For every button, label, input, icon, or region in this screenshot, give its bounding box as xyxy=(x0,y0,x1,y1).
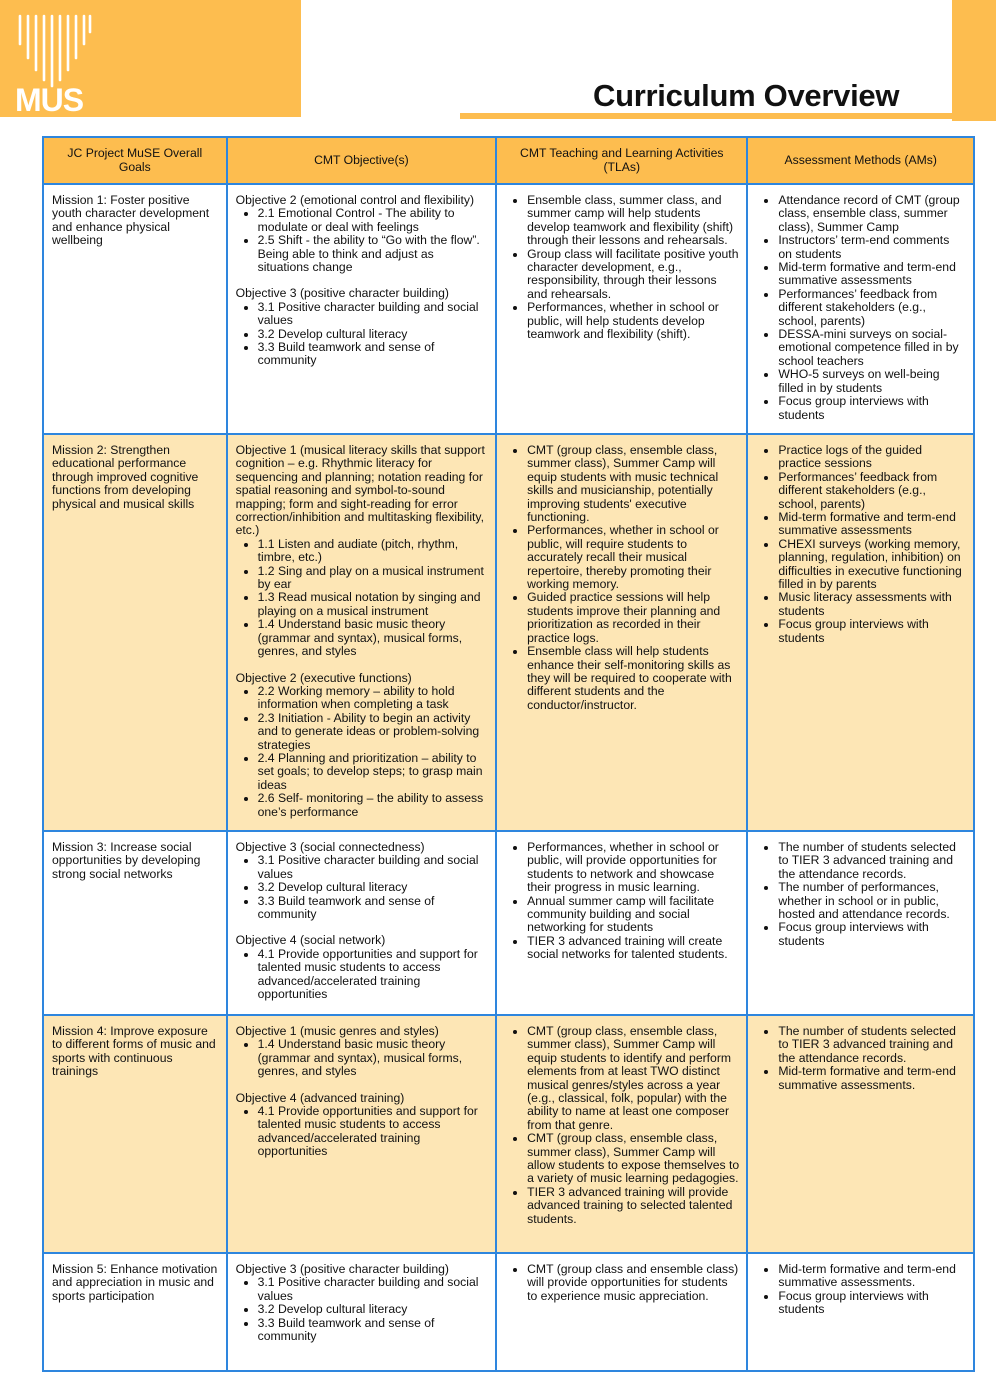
list-item: • 2.2 Working memory – ability to hold information when completing a task xyxy=(258,685,489,712)
curriculum-table xyxy=(42,136,975,1372)
list-item: • CHEXI surveys (working memory, planning, regulation, inhibition) on difficulties in executive functioning filled in by parents xyxy=(778,538,966,592)
table-row xyxy=(43,184,974,434)
list-item: • Performances, whether in school or public, will require students to accurately recall their musical repertoire, thereby promoting their working memory. xyxy=(527,524,739,591)
objective-block xyxy=(236,194,489,274)
list-item: • Practice logs of the guided practice sessions xyxy=(778,444,966,471)
tla-list xyxy=(505,1263,739,1303)
table-row xyxy=(43,1253,974,1371)
am-list xyxy=(756,194,966,422)
list-item: • Focus group interviews with students xyxy=(778,618,966,645)
list-item: • 3.1 Positive character building and social values xyxy=(258,301,489,328)
tla-list xyxy=(505,1025,739,1226)
list-item: • Ensemble class will help students enhance their self-monitoring skills as they will be required to cooperate with different students and the conductor/instructor. xyxy=(527,645,739,712)
am-cell xyxy=(747,1253,974,1371)
table-header-row xyxy=(43,137,974,184)
list-item: • 2.5 Shift - the ability to “Go with the flow”. Being able to think and adjust as situations change xyxy=(258,234,489,274)
objectives-cell xyxy=(227,831,497,1015)
objective-list xyxy=(236,301,489,368)
objective-title: Objective 2 (emotional control and flexibility) xyxy=(235,193,475,207)
page-title: Curriculum Overview xyxy=(593,78,900,113)
objective-block xyxy=(236,1092,489,1159)
list-item: • Focus group interviews with students xyxy=(778,395,966,422)
am-list xyxy=(756,1025,966,1092)
list-item: • 1.2 Sing and play on a musical instrument by ear xyxy=(258,565,489,592)
list-item: • Performances’ feedback from different stakeholders (e.g., school, parents) xyxy=(778,288,966,328)
objective-block xyxy=(236,444,489,659)
objective-title: Objective 1 (music genres and styles) xyxy=(235,1024,439,1038)
objective-list xyxy=(236,1038,489,1078)
list-item: • 4.1 Provide opportunities and support for talented music students to access advanced/accelerated training opportunities xyxy=(258,1105,489,1159)
decorative-bar xyxy=(952,0,996,121)
objective-list xyxy=(236,1105,489,1159)
list-item: • The number of performances, whether in school or in public, hosted and attendance records. xyxy=(778,881,966,921)
list-item: • 4.1 Provide opportunities and support for talented music students to access advanced/accelerated training opportunities xyxy=(258,948,489,1002)
list-item: • 3.2 Develop cultural literacy xyxy=(258,328,489,341)
objective-block xyxy=(236,934,489,1001)
objective-list xyxy=(236,207,489,274)
list-item: • 2.3 Initiation - Ability to begin an activity and to generate ideas or problem-solving strategies xyxy=(258,712,489,752)
objective-list xyxy=(236,538,489,659)
objective-title: Objective 2 (executive functions) xyxy=(235,670,412,685)
list-item: • CMT (group class and ensemble class) will provide opportunities for students to experience music appreciation. xyxy=(527,1263,739,1303)
list-item: • CMT (group class, ensemble class, summer class), Summer Camp will equip students to identify and perform elements from at least TWO distinct musical genres/styles across a year (e.g., classical, folk, popular) with the ability to name at least one composer from that genre. xyxy=(527,1025,739,1132)
objective-list xyxy=(236,854,489,921)
tla-cell xyxy=(496,831,747,1015)
tla-cell xyxy=(496,1015,747,1253)
am-cell xyxy=(747,1015,974,1253)
list-item: • 3.3 Build teamwork and sense of community xyxy=(258,895,489,922)
objective-title: Objective 3 (positive character building) xyxy=(235,286,449,301)
list-item: • CMT (group class, ensemble class, summer class), Summer Camp will allow students to expose themselves to a variety of music learning pedagogies. xyxy=(527,1132,739,1186)
list-item: • 2.6 Self- monitoring – the ability to assess one’s performance xyxy=(258,792,489,819)
objective-list xyxy=(236,1276,489,1343)
tla-cell xyxy=(496,434,747,831)
list-item: • 3.2 Develop cultural literacy xyxy=(258,1303,489,1316)
list-item: • DESSA-mini surveys on social-emotional competence filled in by school teachers xyxy=(778,328,966,368)
objective-title: Objective 1 (musical literacy skills that support cognition – e.g. Rhythmic literacy for sequencing and planning; notation reading for spatial reasoning and symbol-to-sound mapping; form and sight-reading for error correction/inhibition and multitasking flexibility, etc.) xyxy=(235,443,485,538)
objective-block xyxy=(236,841,489,921)
list-item: • Mid-term formative and term-end summative assessments xyxy=(778,511,966,538)
table-row xyxy=(43,1015,974,1253)
list-item: • Focus group interviews with students xyxy=(778,921,966,948)
objectives-cell xyxy=(227,1253,497,1371)
am-list xyxy=(756,841,966,948)
objective-list xyxy=(236,685,489,819)
header-goals: JC Project MuSE Overall Goals xyxy=(43,137,227,184)
list-item: • Group class will facilitate positive youth character development, e.g., responsibility, through their lessons and rehearsals. xyxy=(527,248,739,302)
list-item: • 3.2 Develop cultural literacy xyxy=(258,881,489,894)
tla-list xyxy=(505,194,739,341)
list-item: • Performances, whether in school or public, will help students develop teamwork and flexibility (shift). xyxy=(527,301,739,341)
table-row xyxy=(43,831,974,1015)
list-item: • TIER 3 advanced training will provide advanced training to selected talented students. xyxy=(527,1186,739,1226)
objective-block xyxy=(236,672,489,819)
am-list xyxy=(756,444,966,645)
tla-list xyxy=(505,841,739,962)
list-item: • Mid-term formative and term-end summative assessments. xyxy=(778,1263,966,1290)
objectives-cell xyxy=(227,1015,497,1253)
am-list xyxy=(756,1263,966,1317)
list-item: • Guided practice sessions will help students improve their planning and prioritization as recorded in their practice logs. xyxy=(527,591,739,645)
objective-title: Objective 3 (positive character building) xyxy=(235,1262,449,1276)
list-item: • WHO-5 surveys on well-being filled in by students xyxy=(778,368,966,395)
list-item: • CMT (group class, ensemble class, summer class), Summer Camp will equip students with music technical skills and musicianship, potentially improving students' executive functioning. xyxy=(527,444,739,524)
objective-list xyxy=(236,948,489,1002)
list-item: • Performances’ feedback from different stakeholders (e.g., school, parents) xyxy=(778,471,966,511)
am-cell xyxy=(747,184,974,434)
list-item: • TIER 3 advanced training will create social networks for talented students. xyxy=(527,935,739,962)
mission-cell: Mission 2: Strengthen educational performance through improved cognitive functions from developing physical and musical skills xyxy=(43,434,227,831)
list-item: • Attendance record of CMT (group class, ensemble class, summer class), Summer Camp xyxy=(778,194,966,234)
list-item: • 1.3 Read musical notation by singing and playing on a musical instrument xyxy=(258,591,489,618)
mission-cell: Mission 3: Increase social opportunities by developing strong social networks xyxy=(43,831,227,1015)
list-item: • The number of students selected to TIER 3 advanced training and the attendance records. xyxy=(778,841,966,881)
list-item: • 1.4 Understand basic music theory (grammar and syntax), musical forms, genres, and styles xyxy=(258,1038,489,1078)
list-item: • Music literacy assessments with students xyxy=(778,591,966,618)
list-item: • Performances, whether in school or public, will provide opportunities for students to network and showcase their progress in music learning. xyxy=(527,841,739,895)
list-item: • Focus group interviews with students xyxy=(778,1290,966,1317)
list-item: • 3.3 Build teamwork and sense of community xyxy=(258,1317,489,1344)
logo xyxy=(0,0,301,117)
list-item: • Instructors’ term-end comments on students xyxy=(778,234,966,261)
list-item: • Mid-term formative and term-end summative assessments. xyxy=(778,1065,966,1092)
list-item: • 3.3 Build teamwork and sense of community xyxy=(258,341,489,368)
header-ams: Assessment Methods (AMs) xyxy=(747,137,974,184)
list-item: • 2.1 Emotional Control - The ability to modulate or deal with feelings xyxy=(258,207,489,234)
mission-cell: Mission 1: Foster positive youth character development and enhance physical wellbeing xyxy=(43,184,227,434)
list-item: • 2.4 Planning and prioritization – ability to set goals; to develop steps; to grasp main ideas xyxy=(258,752,489,792)
header-tlas: CMT Teaching and Learning Activities (TLAs) xyxy=(496,137,747,184)
header-objectives: CMT Objective(s) xyxy=(227,137,497,184)
list-item: • 1.1 Listen and audiate (pitch, rhythm, timbre, etc.) xyxy=(258,538,489,565)
list-item: • 3.1 Positive character building and social values xyxy=(258,1276,489,1303)
list-item: • 1.4 Understand basic music theory (grammar and syntax), musical forms, genres, and styles xyxy=(258,618,489,658)
objective-block xyxy=(236,1263,489,1343)
mission-cell: Mission 5: Enhance motivation and appreciation in music and sports participation xyxy=(43,1253,227,1371)
list-item: • The number of students selected to TIER 3 advanced training and the attendance records. xyxy=(778,1025,966,1065)
logo-text: MUS xyxy=(15,82,84,118)
am-cell xyxy=(747,434,974,831)
list-item: • 3.1 Positive character building and social values xyxy=(258,854,489,881)
tla-cell xyxy=(496,184,747,434)
objective-title: Objective 4 (social network) xyxy=(235,933,386,948)
list-item: • Mid-term formative and term-end summative assessments xyxy=(778,261,966,288)
tla-cell xyxy=(496,1253,747,1371)
objective-block xyxy=(236,1025,489,1079)
list-item: • Annual summer camp will facilitate community building and social networking for students xyxy=(527,895,739,935)
tla-list xyxy=(505,444,739,712)
objectives-cell xyxy=(227,434,497,831)
objective-title: Objective 4 (advanced training) xyxy=(235,1090,405,1105)
objectives-cell xyxy=(227,184,497,434)
am-cell xyxy=(747,831,974,1015)
mission-cell: Mission 4: Improve exposure to different forms of music and sports with continuous trainings xyxy=(43,1015,227,1253)
list-item: • Ensemble class, summer class, and summer camp will help students develop teamwork and flexibility (shift) through their lessons and rehearsals. xyxy=(527,194,739,248)
objective-title: Objective 3 (social connectedness) xyxy=(235,840,425,854)
logo-organ-pipes-icon xyxy=(16,14,92,90)
table-row xyxy=(43,434,974,831)
objective-block xyxy=(236,287,489,367)
